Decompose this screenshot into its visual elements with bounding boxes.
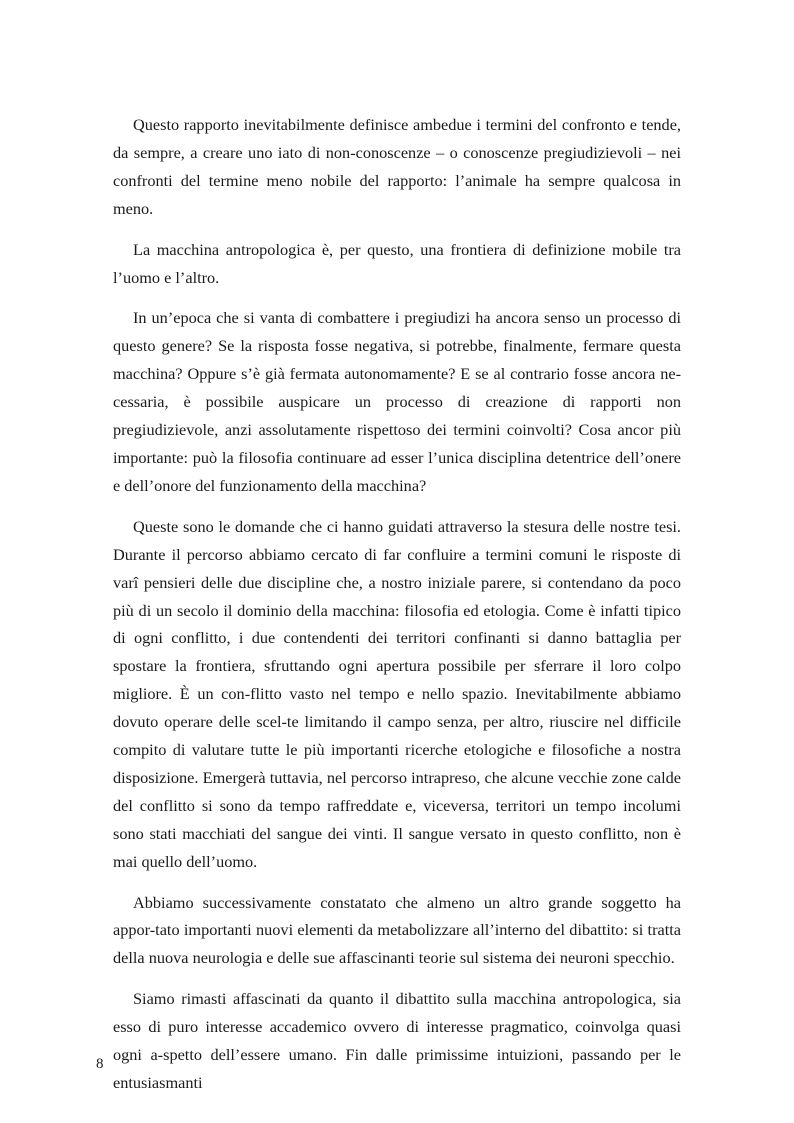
paragraph: Abbiamo successivamente constatato che almeno un altro grande soggetto ha appor-tato importanti nuovi elementi da metabolizzare all’interno del dibattito: si tratta della nuova neurologia e delle sue affascinanti teorie sul sistema dei neuroni specchio. — [113, 892, 681, 968]
paragraph: Questo rapporto inevitabilmente definisce ambedue i termini del confronto e tende, da sempre, a creare uno iato di non-conoscenze – o conoscenze pregiudizievoli – nei confronti del termine meno nobile del rapporto: l’animale ha sempre qualcosa in meno. — [113, 115, 681, 218]
paragraph: In un’epoca che si vanta di combattere i pregiudizi ha ancora senso un processo di questo genere? Se la risposta fosse negativa, si potrebbe, finalmente, fermare questa macchina? Oppure s’è già fermata autonomamente? E se al contrario fosse ancora ne-cessaria, è possibile auspicare un processo di creazione di rapporti non pregiudizievole, anzi assolutamente rispettoso dei termini coinvolti? Cosa ancor più importante: può la filosofia continuare ad esser l’unica disciplina detentrice dell’onere e dell’onore del funzionamento della macchina? — [113, 308, 681, 495]
paragraph: Queste sono le domande che ci hanno guidati attraverso la stesura delle nostre tesi. Durante il percorso abbiamo cercato di far confluire a termini comuni le risposte di varî pensieri delle due discipline che, a nostro iniziale parere, si contendano da poco più di un secolo il dominio della macchina: filosofia ed etologia. Come è infatti tipico di ogni conflitto, i due contendenti dei territori confinanti si danno battaglia per spostare la frontiera, sfruttando ogni apertura possibile per sferrare il loro colpo migliore. È un con-flitto vasto nel tempo e nello spazio. Inevitabilmente abbiamo dovuto operare delle scel-te limitando il campo senza, per altro, riuscire nel difficile compito di valutare tutte le più importanti ricerche etologiche e filosofiche a nostra disposizione. Emergerà tuttavia, nel percorso intrapreso, che alcune vecchie zone calde del conflitto si sono da tempo raffreddate e, viceversa, territori un tempo incolumi sono stati macchiati del sangue dei vinti. Il sangue versato in questo conflitto, non è mai quello dell’uomo. — [113, 516, 681, 871]
paragraph: La macchina antropologica è, per questo, una frontiera di definizione mobile tra l’uomo e l’altro. — [113, 239, 681, 287]
paragraph: Siamo rimasti affascinati da quanto il dibattito sulla macchina antropologica, sia esso di puro interesse accademico ovvero di interesse pragmatico, coinvolga quasi ogni a-spetto dell’essere umano. Fin dalle primissime intuizioni, passando per le entusiasmanti — [113, 989, 681, 1092]
page-number: 8 — [96, 1056, 104, 1072]
body-text — [113, 111, 681, 1110]
